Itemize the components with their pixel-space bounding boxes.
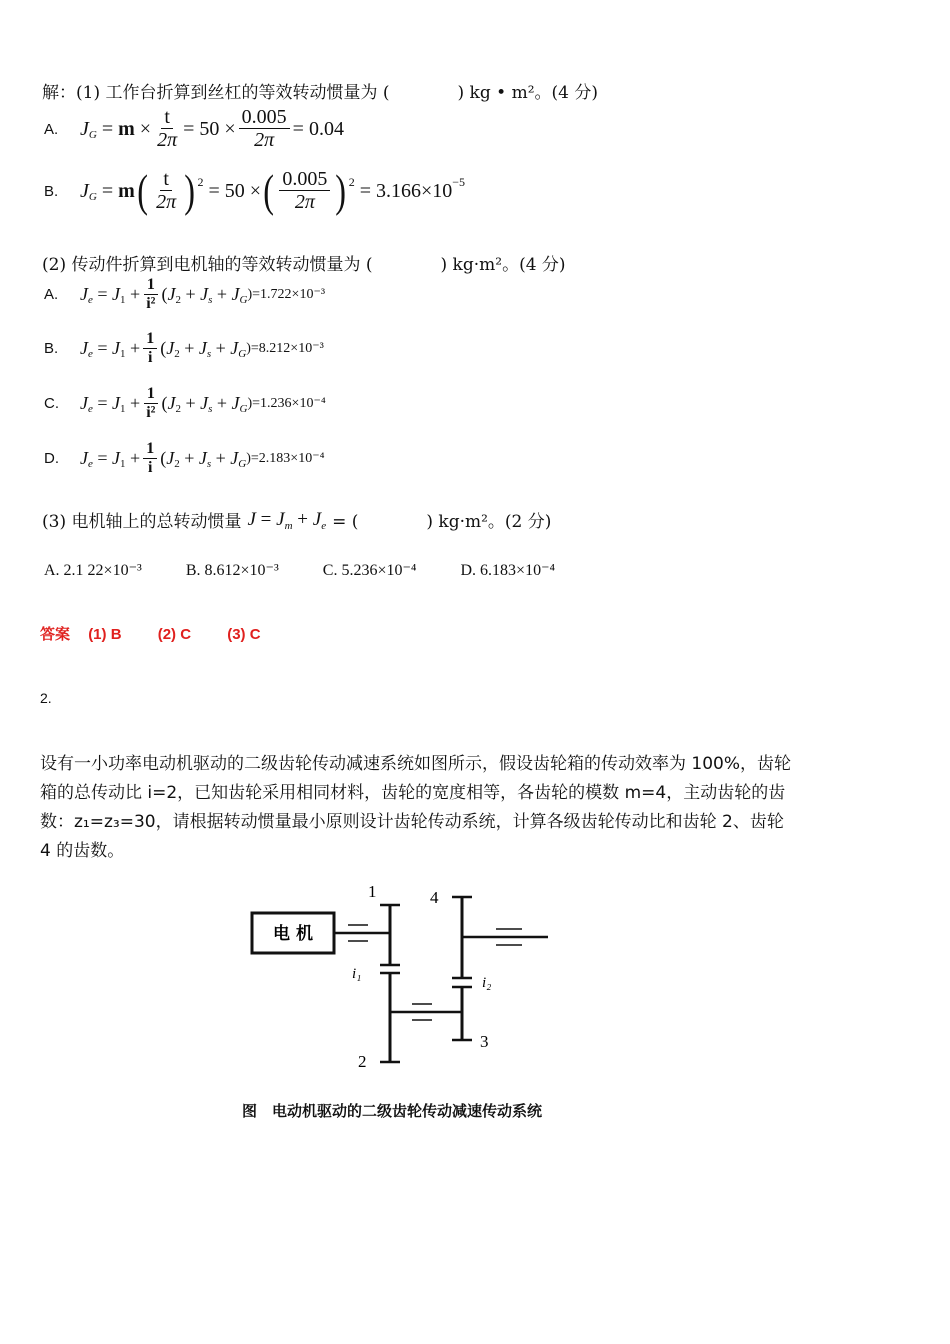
- formula-b: J G = m ( $\frac{t}{2\pi}$ ) 2 = 50 × ( $\frac{0.005}{2\pi}$ ) 2 = 3.166×10 −5: [80, 165, 466, 216]
- formula-2a: J e = J 1 + $\frac{1}{\text{i²}}$ ( J 2 + J s + J G )=1.722×10⁻³: [80, 276, 326, 312]
- question-1-option-a: [44, 106, 344, 152]
- problem-2-paragraph: 设有一小功率电动机驱动的二级齿轮传动减速系统如图所示，假设齿轮箱的传动效率为 100%，齿轮箱的总传动比 i=2，已知齿轮采用相同材料，齿轮的宽度相等，各齿轮的模数 m=4，主动齿轮的齿数：z₁=z₃=30，请根据转动惯量最小原则设计齿轮传动系统，计算各级齿轮传动比和齿轮 2、齿轮 4 的齿数。: [40, 754, 792, 861]
- ratio-label-1: i₁: [352, 966, 362, 982]
- option-label: A.: [44, 285, 59, 303]
- question-1-text: 解：(1) 工作台折算到丝杠的等效转动惯量为 ( ) kg • m²。(4 分): [42, 83, 598, 103]
- answer-3: (3) C: [227, 626, 261, 643]
- formula-2c: J e = J 1 + $\frac{1}{\text{i²}}$ ( J 2 + J s + J G )=1.236×10⁻⁴: [80, 385, 326, 421]
- question-3-option-c: C. 5.236×10⁻⁴: [322, 562, 417, 579]
- option-label: B.: [44, 339, 59, 357]
- question-3-options: [44, 560, 595, 580]
- option-label: C.: [44, 394, 59, 412]
- question-1-option-b: [44, 165, 466, 216]
- question-2-option-c: [44, 385, 326, 422]
- question-3-option-d: D. 6.183×10⁻⁴: [460, 562, 556, 579]
- question-3-option-b: B. 8.612×10⁻³: [185, 562, 279, 579]
- option-label: B.: [44, 182, 59, 200]
- problem-number: 2.: [40, 690, 52, 706]
- ratio-label-2: i₂: [482, 975, 492, 991]
- question-2-option-a: [44, 276, 325, 313]
- gear-label-4: 4: [430, 888, 439, 907]
- formula-2b: J e = J 1 + $\frac{1}{i}$ ( J 2 + J s + J G )=8.212×10⁻³: [80, 330, 324, 366]
- answer-line: [40, 623, 293, 644]
- gear-system-diagram: [240, 875, 570, 1075]
- option-label: D.: [44, 449, 59, 467]
- question-3-text: (3) 电机轴上的总转动惯量 J = J m + J e = ( ) kg·m²。(2 分): [42, 508, 552, 532]
- formula-3: J = J m + J e: [247, 508, 327, 532]
- question-2-option-b: [44, 330, 324, 367]
- question-2-text: (2) 传动件折算到电机轴的等效转动惯量为 ( ) kg·m²。(4 分): [42, 255, 566, 275]
- option-label: A.: [44, 120, 59, 138]
- diagram-caption: 图 电动机驱动的二级齿轮传动减速传动系统: [242, 1102, 543, 1120]
- answer-label: 答案: [40, 626, 71, 643]
- formula-a: J G = m × $\frac{t}{2\pi}$ = 50 × $\frac{0.005}{2\pi}$ = 0.04: [80, 106, 344, 151]
- gear-label-1: 1: [368, 882, 377, 901]
- gear-label-3: 3: [480, 1032, 489, 1051]
- gear-label-2: 2: [358, 1052, 367, 1071]
- question-2-option-d: [44, 440, 324, 477]
- answer-2: (2) C: [157, 626, 192, 643]
- question-3-option-a: A. 2.1 22×10⁻³: [44, 562, 142, 579]
- formula-2d: J e = J 1 + $\frac{1}{i}$ ( J 2 + J s + J G )=2.183×10⁻⁴: [80, 440, 325, 476]
- motor-label: 电 机: [273, 924, 313, 944]
- answer-1: (1) B: [88, 626, 122, 643]
